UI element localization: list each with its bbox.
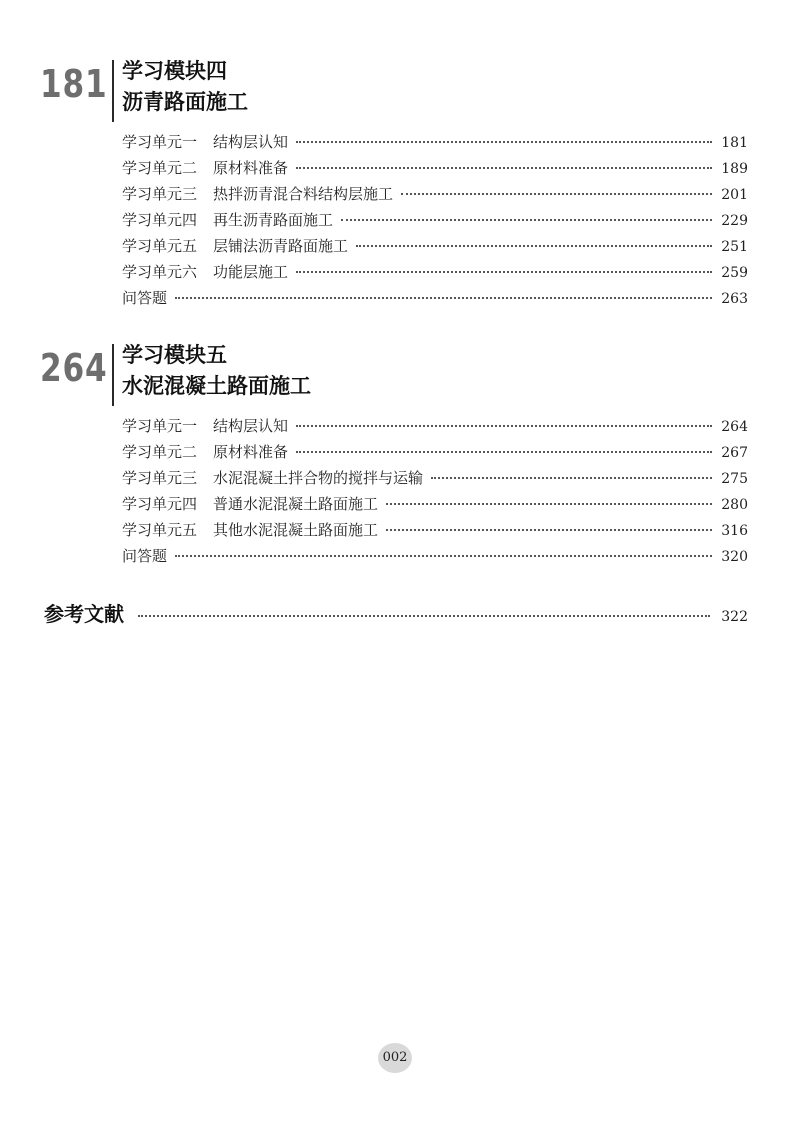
toc-entry-title: 原材料准备 — [213, 443, 289, 461]
toc-page-number: 189 — [721, 161, 748, 177]
toc-entry-title: 其他水泥混凝土路面施工 — [213, 521, 379, 539]
module-five-title-line1: 学习模块五 — [122, 343, 227, 367]
toc-unit-label: 学习单元三 — [122, 185, 198, 203]
leader-dots — [138, 615, 710, 617]
leader-dots — [401, 193, 712, 195]
leader-dots — [175, 555, 712, 557]
page-number-badge: 002 — [378, 1043, 412, 1073]
toc-unit-label: 学习单元一 — [122, 133, 198, 151]
toc-page-number: 229 — [721, 213, 748, 229]
module-divider — [112, 60, 114, 122]
toc-entry[interactable] — [122, 181, 748, 207]
leader-dots — [175, 297, 712, 299]
toc-entry-title: 原材料准备 — [213, 159, 289, 177]
module-five-title-line2: 水泥混凝土路面施工 — [122, 374, 311, 398]
toc-entry[interactable] — [122, 129, 748, 155]
toc-unit-label: 学习单元一 — [122, 417, 198, 435]
toc-page-number: 251 — [721, 239, 748, 255]
toc-unit-label: 学习单元二 — [122, 159, 198, 177]
toc-unit-label: 学习单元五 — [122, 521, 198, 539]
toc-entry-title: 水泥混凝土拌合物的搅拌与运输 — [213, 469, 424, 487]
toc-entry-title: 结构层认知 — [213, 133, 289, 151]
toc-page-number: 264 — [721, 419, 748, 435]
leader-dots — [296, 425, 712, 427]
module-five-title — [122, 340, 311, 402]
toc-entry-qa[interactable] — [122, 285, 748, 311]
toc-entry[interactable] — [122, 517, 748, 543]
module-five — [0, 344, 790, 410]
toc-unit-label: 学习单元六 — [122, 263, 198, 281]
toc-page-number: 275 — [721, 471, 748, 487]
leader-dots — [296, 271, 712, 273]
module-five-start-page: 264 — [40, 346, 108, 390]
toc-entry[interactable] — [122, 155, 748, 181]
toc-entry[interactable] — [122, 465, 748, 491]
module-four-title-line2: 沥青路面施工 — [122, 90, 248, 114]
module-five-toc — [122, 413, 748, 569]
leader-dots — [386, 529, 712, 531]
module-five-header — [0, 344, 790, 410]
toc-unit-label: 学习单元四 — [122, 211, 198, 229]
leader-dots — [431, 477, 712, 479]
toc-page-number: 181 — [721, 135, 748, 151]
toc-qa-label: 问答题 — [122, 547, 168, 565]
module-divider — [112, 344, 114, 406]
toc-entry[interactable] — [122, 233, 748, 259]
toc-unit-label: 学习单元四 — [122, 495, 198, 513]
toc-page-number: 259 — [721, 265, 748, 281]
toc-entry[interactable] — [122, 491, 748, 517]
toc-page-number: 316 — [721, 523, 748, 539]
references-page-number: 322 — [721, 609, 748, 625]
toc-entry-title: 普通水泥混凝土路面施工 — [213, 495, 379, 513]
toc-page-number: 280 — [721, 497, 748, 513]
toc-entry[interactable] — [122, 413, 748, 439]
toc-entry[interactable] — [122, 439, 748, 465]
toc-qa-label: 问答题 — [122, 289, 168, 307]
leader-dots — [386, 503, 712, 505]
toc-entry-title: 再生沥青路面施工 — [213, 211, 334, 229]
toc-page-number: 267 — [721, 445, 748, 461]
toc-page-number: 320 — [721, 549, 748, 565]
leader-dots — [356, 245, 712, 247]
toc-page-number: 263 — [721, 291, 748, 307]
toc-entry-title: 热拌沥青混合料结构层施工 — [213, 185, 394, 203]
toc-unit-label: 学习单元五 — [122, 237, 198, 255]
toc-entry-title: 层铺法沥青路面施工 — [213, 237, 349, 255]
references-entry[interactable] — [44, 598, 748, 632]
leader-dots — [341, 219, 712, 221]
toc-page-number: 201 — [721, 187, 748, 203]
leader-dots — [296, 451, 712, 453]
toc-entry-qa[interactable] — [122, 543, 748, 569]
module-four-start-page: 181 — [40, 62, 108, 106]
toc-entry[interactable] — [122, 259, 748, 285]
toc-unit-label: 学习单元二 — [122, 443, 198, 461]
module-four-title — [122, 56, 248, 118]
module-four-toc — [122, 129, 748, 311]
leader-dots — [296, 141, 712, 143]
module-four-header — [0, 60, 790, 126]
module-four — [0, 60, 790, 126]
toc-unit-label: 学习单元三 — [122, 469, 198, 487]
references-title: 参考文献 — [44, 602, 124, 626]
toc-entry[interactable] — [122, 207, 748, 233]
leader-dots — [296, 167, 712, 169]
module-four-title-line1: 学习模块四 — [122, 59, 227, 83]
toc-entry-title: 功能层施工 — [213, 263, 289, 281]
toc-entry-title: 结构层认知 — [213, 417, 289, 435]
